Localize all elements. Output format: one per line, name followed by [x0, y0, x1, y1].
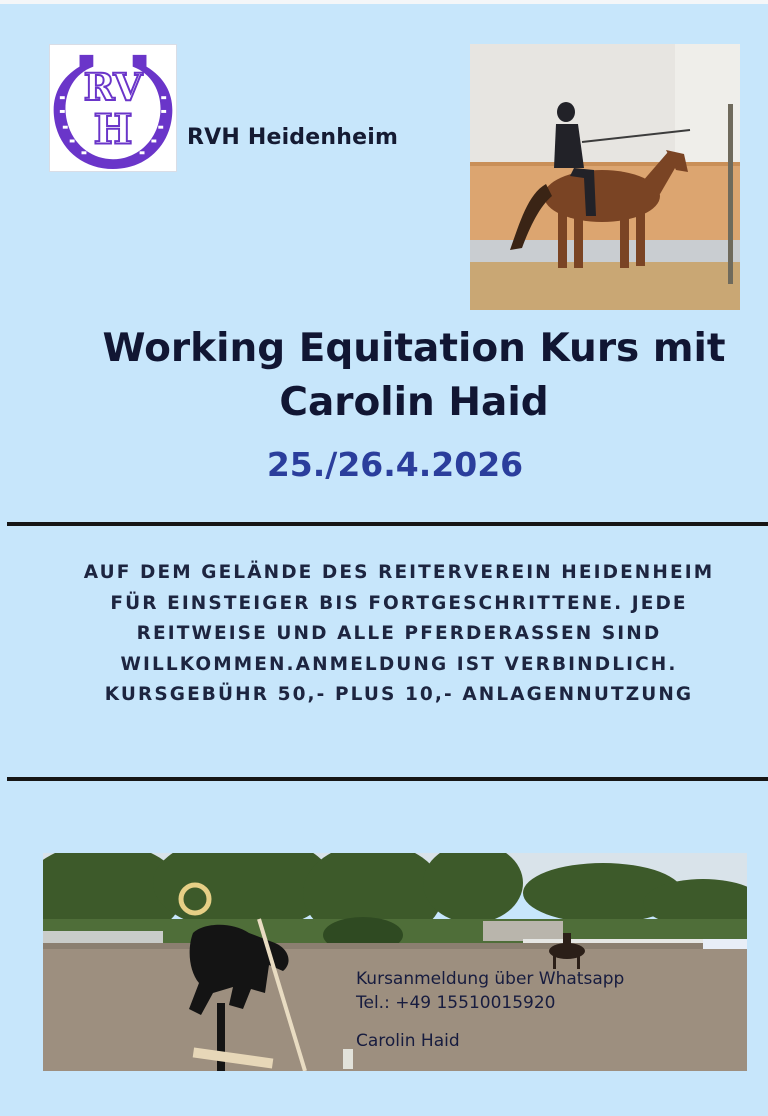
divider-top: [7, 522, 768, 526]
divider-bottom: [7, 777, 768, 781]
contact-phone[interactable]: Tel.: +49 15510015920: [356, 993, 556, 1013]
club-logo: [49, 44, 177, 172]
club-name: RVH Heidenheim: [187, 125, 399, 150]
info-line-4: WILLKOMMEN.ANMELDUNG IST VERBINDLICH.: [120, 653, 678, 675]
horseshoe-icon: [50, 45, 176, 171]
info-line-5: KURSGEBÜHR 50,- PLUS 10,- ANLAGENNUTZUNG: [104, 684, 694, 705]
course-date: 25./26.4.2026: [266, 445, 524, 484]
contact-whatsapp: Kursanmeldung über Whatsapp: [356, 969, 625, 989]
course-info: [40, 558, 758, 711]
course-title-line2: Carolin Haid: [279, 380, 549, 425]
top-edge: [0, 0, 768, 4]
course-title-line1: Working Equitation Kurs mit: [102, 326, 726, 371]
info-line-1: AUF DEM GELÄNDE DES REITERVEREIN HEIDENHEIM: [83, 562, 715, 583]
arena-photo: [43, 853, 747, 1071]
contact-name: Carolin Haid: [356, 1031, 460, 1051]
course-title: [60, 322, 768, 430]
info-line-3: REITWEISE UND ALLE PFERDERASSEN SIND: [136, 623, 662, 644]
contact-info: [356, 967, 624, 1053]
logo-monogram-top: RV: [83, 65, 143, 110]
logo-monogram-bottom: H: [93, 104, 133, 154]
info-line-2: FÜR EINSTEIGER BIS FORTGESCHRITTENE. JEDE: [110, 592, 688, 614]
rider-photo: [470, 44, 740, 310]
